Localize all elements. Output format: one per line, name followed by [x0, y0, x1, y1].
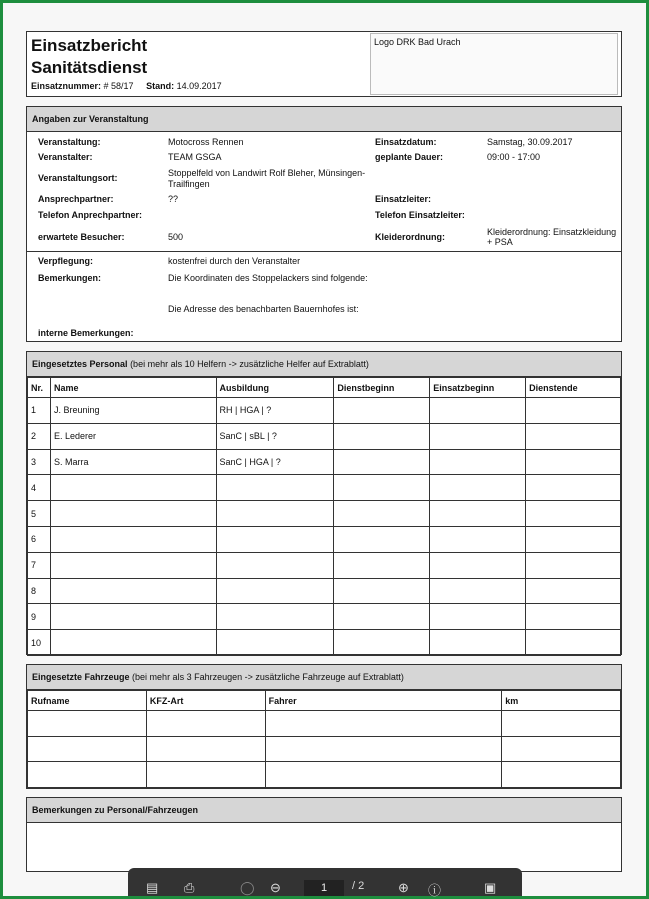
section-note: (bei mehr als 3 Fahrzeugen -> zusätzliche Fahrzeuge auf Extrablatt) [132, 672, 404, 682]
page-total: / 2 [352, 880, 365, 892]
table-row [28, 526, 621, 552]
table-cell: 5 [28, 501, 51, 527]
section-title: Eingesetztes Personal [32, 359, 128, 369]
page-number-input[interactable]: 1 [304, 880, 344, 896]
personal-section [26, 351, 622, 655]
table-cell [430, 398, 526, 424]
logo-alt-text: Logo DRK Bad Urach [374, 37, 461, 47]
table-cell: 2 [28, 423, 51, 449]
section-title: Bemerkungen zu Personal/Fahrzeugen [32, 805, 199, 815]
table-cell [334, 475, 430, 501]
table-cell [430, 423, 526, 449]
table-cell: SanC | HGA | ? [216, 449, 334, 475]
column-header: Nr. [28, 378, 51, 398]
table-row [28, 630, 621, 656]
table-cell [526, 578, 621, 604]
field-value: Motocross Rennen [168, 137, 244, 147]
table-cell [50, 630, 216, 656]
bemerkungen-pf-section [26, 797, 622, 872]
table-cell [526, 552, 621, 578]
table-cell [334, 578, 430, 604]
table-cell [334, 630, 430, 656]
table-row [28, 711, 621, 737]
table-cell [28, 711, 147, 737]
section-title: Angaben zur Veranstaltung [32, 114, 149, 124]
bemerkungen-line: Die Adresse des benachbarten Bauernhofes ist: [168, 304, 359, 312]
interne-bemerkungen-label: interne Bemerkungen: [38, 328, 134, 338]
table-cell: 8 [28, 578, 51, 604]
column-header: Einsatzbeginn [430, 378, 526, 398]
report-title: Einsatzbericht [31, 36, 148, 55]
table-cell [430, 501, 526, 527]
table-cell [526, 449, 621, 475]
table-cell [216, 578, 334, 604]
table-cell [216, 526, 334, 552]
table-cell [430, 578, 526, 604]
field-label: Telefon Anprechpartner: [38, 210, 143, 220]
table-header-row [28, 691, 621, 711]
table-cell [146, 736, 265, 762]
field-label: Veranstaltungsort: [38, 173, 118, 183]
table-cell [28, 736, 147, 762]
personal-table [27, 377, 621, 656]
field-label: Telefon Einsatzleiter: [375, 210, 465, 220]
field-label: erwartete Besucher: [38, 232, 125, 242]
verpflegung-label: Verpflegung: [38, 256, 94, 266]
zoom-in-icon[interactable]: ⊕ [398, 880, 409, 895]
einsatznummer-label: Einsatznummer: [31, 81, 102, 91]
report-meta [31, 81, 222, 91]
report-subtitle: Sanitätsdienst [31, 58, 148, 77]
table-cell [50, 604, 216, 630]
bemerkungen-label: Bemerkungen: [38, 273, 102, 283]
field-label: Einsatzleiter: [375, 194, 432, 204]
field-value: ?? [168, 194, 179, 204]
table-cell [526, 604, 621, 630]
table-cell [265, 762, 502, 788]
section-note: (bei mehr als 10 Helfern -> zusätzliche Helfer auf Extrablatt) [130, 359, 369, 369]
save-icon[interactable]: ▤ [146, 880, 159, 895]
table-row [28, 501, 621, 527]
table-row [28, 449, 621, 475]
table-cell: 9 [28, 604, 51, 630]
table-cell [502, 736, 621, 762]
table-cell [334, 398, 430, 424]
table-cell [146, 711, 265, 737]
bemerkungen-line: Die Koordinaten des Stoppelackers sind folgende: [168, 273, 368, 283]
print-icon[interactable]: ⎙ [184, 880, 195, 895]
field-label: geplante Dauer: [375, 152, 444, 162]
pdf-viewer-toolbar [128, 868, 522, 896]
table-cell: E. Lederer [50, 423, 216, 449]
fahrzeuge-section [26, 664, 622, 789]
field-value: Stoppelfeld von Landwirt Rolf Bleher, Münsingen-Trailfingen [168, 168, 366, 189]
table-cell [526, 630, 621, 656]
table-row [28, 736, 621, 762]
table-cell [50, 578, 216, 604]
field-value: 500 [168, 232, 184, 242]
column-header: Ausbildung [216, 378, 334, 398]
field-value: TEAM GSGA [168, 152, 222, 162]
column-header: Dienstende [526, 378, 621, 398]
table-row [28, 423, 621, 449]
table-cell [146, 762, 265, 788]
field-label: Kleiderordnung: [375, 232, 445, 242]
table-cell: 1 [28, 398, 51, 424]
section-header [27, 798, 621, 823]
column-header: Name [50, 378, 216, 398]
table-row [28, 475, 621, 501]
table-cell [430, 526, 526, 552]
column-header: Rufname [28, 691, 147, 711]
table-cell [502, 711, 621, 737]
table-cell [430, 604, 526, 630]
table-cell [430, 475, 526, 501]
table-cell: 3 [28, 449, 51, 475]
table-cell [430, 630, 526, 656]
table-cell [430, 449, 526, 475]
table-cell [526, 398, 621, 424]
fahrzeuge-table [27, 690, 621, 788]
field-value: Samstag, 30.09.2017 [487, 137, 573, 147]
table-row [28, 578, 621, 604]
table-header-row [28, 378, 621, 398]
document-page [3, 3, 646, 896]
table-cell [334, 501, 430, 527]
einsatznummer-value: # 58/17 [103, 81, 134, 91]
table-cell: 10 [28, 630, 51, 656]
stand-value: 14.09.2017 [176, 81, 222, 91]
table-cell [28, 762, 147, 788]
table-cell [334, 604, 430, 630]
table-row [28, 604, 621, 630]
field-value: 09:00 - 17:00 [487, 152, 541, 162]
table-cell [526, 475, 621, 501]
zoom-out-icon[interactable]: ⊖ [270, 880, 281, 895]
column-header: KFZ-Art [146, 691, 265, 711]
table-cell [50, 475, 216, 501]
table-cell [216, 604, 334, 630]
column-header: Fahrer [265, 691, 502, 711]
stand-label: Stand: [146, 81, 175, 91]
table-cell [334, 552, 430, 578]
section-header [27, 107, 621, 132]
table-cell [216, 552, 334, 578]
table-cell: SanC | sBL | ? [216, 423, 334, 449]
section-title: Eingesetzte Fahrzeuge [32, 672, 130, 682]
column-header: km [502, 691, 621, 711]
table-cell: 4 [28, 475, 51, 501]
table-cell [526, 501, 621, 527]
table-row [28, 552, 621, 578]
table-cell [216, 475, 334, 501]
verpflegung-value: kostenfrei durch den Veranstalter [168, 256, 301, 266]
table-cell [526, 423, 621, 449]
table-cell [334, 423, 430, 449]
table-cell: J. Breuning [50, 398, 216, 424]
section-header [27, 352, 621, 377]
field-label: Ansprechpartner: [38, 194, 114, 204]
table-cell: 6 [28, 526, 51, 552]
table-cell [265, 736, 502, 762]
table-cell [502, 762, 621, 788]
table-cell [50, 552, 216, 578]
column-header: Dienstbeginn [334, 378, 430, 398]
table-row [28, 762, 621, 788]
table-cell: S. Marra [50, 449, 216, 475]
table-row [28, 398, 621, 424]
divider [27, 251, 621, 252]
zoom-reset-icon[interactable]: ◯ [240, 880, 255, 895]
table-cell [265, 711, 502, 737]
table-cell: RH | HGA | ? [216, 398, 334, 424]
table-cell [526, 526, 621, 552]
field-label: Veranstaltung: [38, 137, 101, 147]
table-cell [334, 526, 430, 552]
table-cell [430, 552, 526, 578]
section-header [27, 665, 621, 690]
fit-page-icon[interactable]: ⓘ [428, 883, 442, 898]
logo-image [370, 33, 618, 95]
table-cell: 7 [28, 552, 51, 578]
table-cell [216, 501, 334, 527]
table-cell [50, 526, 216, 552]
field-label: Einsatzdatum: [375, 137, 437, 147]
rotate-icon[interactable]: ▣ [484, 880, 497, 895]
table-cell [334, 449, 430, 475]
field-label: Veranstalter: [38, 152, 93, 162]
table-cell [50, 501, 216, 527]
table-cell [216, 630, 334, 656]
field-value: Kleiderordnung: Einsatzkleidung + PSA [487, 227, 617, 247]
